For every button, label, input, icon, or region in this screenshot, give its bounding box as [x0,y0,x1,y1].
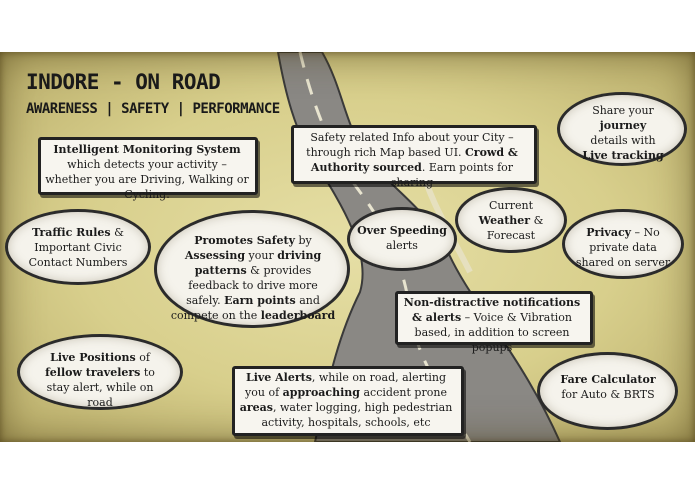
privacy-text: Privacy – No private data shared on server [575,226,671,269]
notifications-text: Non-distractive notifications & alerts – Voice & Vibration based, in addition to screen popups [403,296,581,354]
alerts-text: Live Alerts, while on road, alerting you of approaching accident prone areas, water logging, high pedestrian activity, hospitals, schools, etc [239,371,453,429]
weather-text: Current Weather & Forecast [478,199,544,242]
page-title: INDORE - ON ROAD [26,70,221,94]
city-info-text: Safety related Info about your City – through rich Map based UI. Crowd & Authority sourced. Earn points for sharing [306,131,518,189]
safety-text: Promotes Safety by Assessing your driving patterns & provides feedback to drive more safely. Earn points and compete on the leaderboard [170,234,336,322]
page-subtitle: AWARENESS | SAFETY | PERFORMANCE [26,101,280,117]
positions-text: Live Positions of fellow travelers to stay alert, while on road [45,351,155,409]
fare-text: Fare Calculator for Auto & BRTS [560,373,656,401]
monitoring-text: Intelligent Monitoring System which detects your activity – whether you are Driving, Walking or Cycling. [45,143,249,201]
speeding-text: Over Speeding alerts [357,224,447,252]
journey-text: Share your journey details with Live tracking [582,104,664,162]
traffic-text: Traffic Rules & Important Civic Contact Numbers [28,226,128,269]
